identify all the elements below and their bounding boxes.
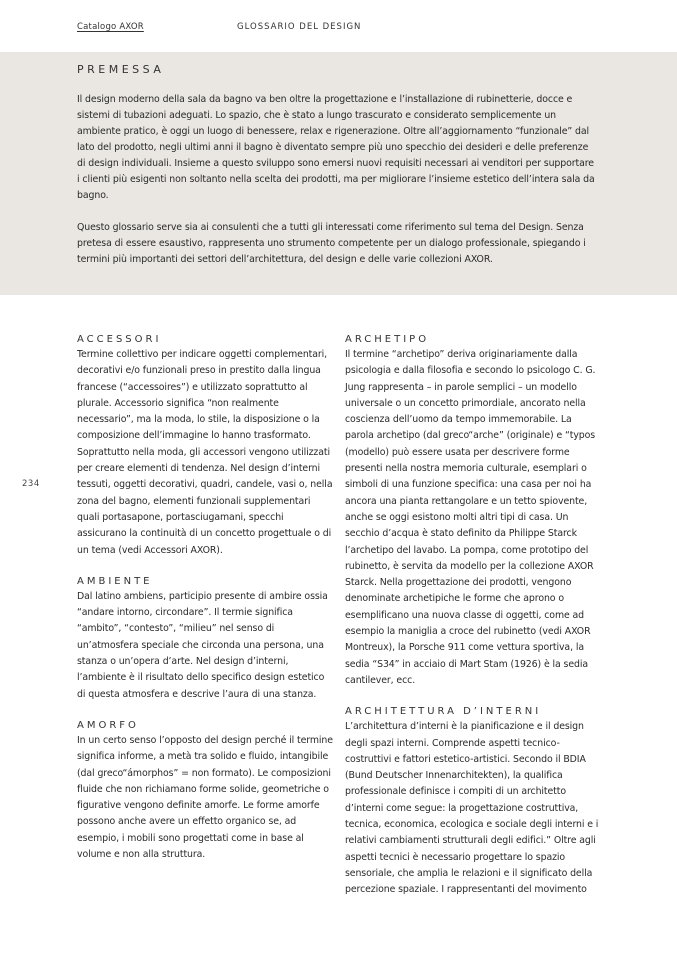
entry-heading: ARCHETIPO [345,334,430,345]
entry-heading: AMORFO [77,719,139,731]
catalog-link[interactable]: Catalogo AXOR [77,22,144,32]
glossary-column-left [77,333,335,879]
premessa-heading: PREMESSA [77,63,165,76]
section-title: GLOSSARIO DEL DESIGN [237,22,362,32]
premessa-paragraph: Questo glossario serve sia ai consulenti che a tutti gli interessati come riferimento sul tema del Design. Senza pretesa di essere esaustivo, rappresenta uno strumento competente per un dialogo professionale, spiegando i termini più importanti dei settori dell’architettura, del design e delle varie collezioni AXOR. [77,222,586,265]
glossary-entry-amorfo [77,719,335,863]
entry-heading: ARCHITETTURA D’INTERNI [345,706,542,718]
glossary-entry-archetipo [345,333,603,689]
glossary-entry-ambiente [77,575,335,703]
entry-body: L’architettura d’interni è la pianificazione e il design degli spazi interni. Comprende aspetti tecnico-costruttivi e fattori estetico-artistici. Secondo il BDIA (Bund Deutscher Innenarchitekten), la qualifica professionale definisce i compiti di un architetto d’interni come segue: la progettazione costruttiva, tecnica, economica, ecologica e sociale degli interni e i relativi cambiamenti strutturali degli edifici.” Oltre agli aspetti tecnici è necessario progettare lo spazio sensoriale, che amplia le relazioni e il significato della percezione spaziale. I rappresentanti del movimento [345,721,599,896]
page-number: 234 [22,479,40,489]
premessa-section [0,52,677,295]
glossary-entry-architettura-d-interni [345,705,603,898]
glossary-column-right [345,333,603,915]
premessa-paragraph: Il design moderno della sala da bagno va ben oltre la progettazione e l’installazione di rubinetterie, docce e sistemi di tubazioni adeguati. Lo spazio, che è stato a lungo trascurato e considerato semplicemente un ambiente pratico, è oggi un luogo di benessere, relax e rigenerazione. Oltre all’aggiornamento “funzionale” dal lato del prodotto, negli ultimi anni il bagno è diventato sempre più uno specchio dei desideri e delle preferenze di design individuali. Insieme a questo sviluppo sono emersi nuovi requisiti necessari ai venditori per supportare i clienti più esigenti non soltanto nella scelta dei prodotti, ma per migliorare l’insieme estetico dell’intera sala da bagno. [77,94,595,201]
entry-body: Termine collettivo per indicare oggetti complementari, decorativi e/o funzionali preso in prestito dalla lingua francese (“accessoires”) e utilizzato soprattutto al plurale. Accessorio significa “non realmente necessario”, ma la moda, lo stile, la disposizione o la composizione dell’immagine lo hanno trasformato. Soprattutto nella moda, gli accessori vengono utilizzati per creare elementi di tendenza. Nel design d’interni tessuti, oggetti decorativi, quadri, candele, vasi o, nella zona del bagno, elementi funzionali supplementari quali portasapone, portasciugamani, specchi assicurano la continuità di un concetto progettuale o di un tema (vedi Accessori AXOR). [77,349,333,556]
page-header [0,0,677,52]
entry-body: Il termine “archetipo” deriva originariamente dalla psicologia e dalla filosofia e secondo lo psicologo C. G. Jung rappresenta – in parole semplici – un modello universale o un concetto primordiale, ancorato nella coscienza dell’uomo da tempo immemorabile. La parola archetipo (dal greco“arche” (originale) e “typos (modello) può essere usata per descrivere forme presenti nella nostra memoria culturale, esemplari o simboli di una funzione specifica: una casa per noi ha ancora una pianta rettangolare e un tetto spiovente, anche se oggi esistono molti altri tipi di casa. Un secchio d’acqua è stato definito da Philippe Starck l’archetipo del lavabo. La pompa, come prototipo del rubinetto, è servita da modello per la collezione AXOR Starck. Nella progettazione dei prodotti, vengono denominate archetipiche le forme che aprono o esemplificano una nuova classe di oggetti, come ad esempio la maniglia a croce del rubinetto (vedi AXOR Montreux), la Porsche 911 come vettura sportiva, la sedia “S34” in acciaio di Mart Stam (1926) è la sedia cantilever, ecc. [345,349,596,686]
entry-body: Dal latino ambiens, participio presente di ambire ossia “andare intorno, circondare”. Il termie significa “ambito”, “contesto”, “milieu” nel senso di un’atmosfera speciale che circonda una persona, una stanza o un’opera d’arte. Nel design d’interni, l’ambiente è il risultato dello specifico design estetico di questa atmosfera e descrive l’aura di una stanza. [77,590,328,700]
entry-body: In un certo senso l’opposto del design perché il termine significa informe, a metà tra solido e fluido, intangibile (dal greco“ámorphos” = non formato). Le composizioni fluide che non richiamano forme solide, geometriche o figurative vengono definite amorfe. Le forme amorfe possono anche avere un effetto organico se, ad esempio, i mobili sono progettati come in base al volume e non alla struttura. [77,734,333,861]
premessa-body [77,92,599,284]
entry-heading: ACCESSORI [77,334,162,345]
entry-heading: AMBIENTE [77,575,153,587]
glossary-entry-accessori [77,333,335,559]
